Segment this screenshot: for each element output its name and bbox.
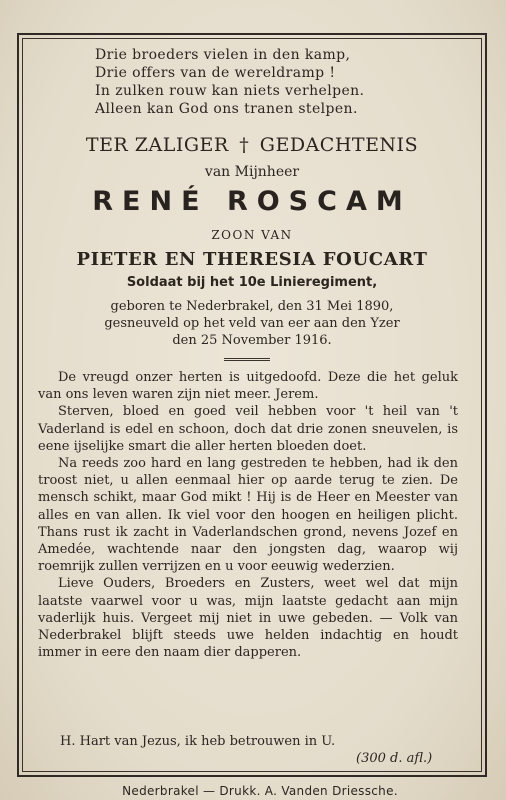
poem-line: Alleen kan God ons tranen stelpen. [95,101,358,117]
printer-credit: Nederbrakel — Drukk. A. Vanden Driessche. [122,784,398,798]
memorial-text [38,369,458,661]
paragraph: Sterven, bloed en goed veil hebben voor 't heil van 't Vaderland is edel en schoon, doch dat drie zonen sneuvelen, is eene ijselijke smart die aller herten bloeden doet. [38,404,458,454]
paragraph: De vreugd onzer herten is uitgedoofd. Deze die het geluk van ons leven waren zijn niet meer. Jerem. [38,370,458,403]
mijnheer-line: van Mijnheer [204,164,300,180]
memorial-heading [22,134,482,156]
bio-death: gesneuveld op het veld van eer aan den Yzer [104,316,400,331]
heading-suffix: GEDACHTENIS [259,134,419,156]
bio-birth: geboren te Nederbrakel, den 31 Mei 1890, [110,299,394,314]
poem-line: Drie offers van de wereldramp ! [95,65,336,81]
poem-line: Drie broeders vielen in den kamp, [95,47,351,63]
son-of-label: ZOON VAN [211,228,293,242]
prayer-signoff: H. Hart van Jezus, ik heb betrouwen in U. [60,734,336,749]
parents-names: PIETER EN THERESIA FOUCART [76,249,428,270]
indulgence-note: (300 d. afl.) [356,751,433,766]
bio-date: den 25 November 1916. [172,333,332,348]
cross-icon: † [239,134,250,156]
poem [95,46,435,118]
poem-line: In zulken rouw kan niets verhelpen. [95,83,365,99]
bio-block [22,298,482,349]
heading-prefix: TER ZALIGER [85,134,229,156]
soldier-rank: Soldaat bij het 10e Linieregiment, [126,275,378,290]
paragraph: Lieve Ouders, Broeders en Zusters, weet wel dat mijn laatste vaarwel voor u was, mijn laatste gedacht aan mijn vaderlijk huis. Vergeet mij niet in uwe gebeden. — Volk van Nederbrakel blijft steeds uwe helden indachtig en houdt immer in eere den naam dier dapperen. [38,576,458,661]
paragraph: Na reeds zoo hard en lang gestreden te hebben, had ik den troost niet, u allen eenmaal hier op aarde terug te zien. De mensch schikt, maar God mikt ! Hij is de Heer en Meester van alles en van allen. Ik viel voor den hoogen en heiligen plicht. Thans rust ik zacht in Vaderlandschen grond, nevens Jozef en Amedée, wachtende naar den jongsten dag, waarop wij roemrijk zullen verrijzen en u voor eeuwig wederzien. [38,456,458,575]
divider-rule [224,358,270,361]
deceased-name: RENÉ ROSCAM [92,186,412,217]
